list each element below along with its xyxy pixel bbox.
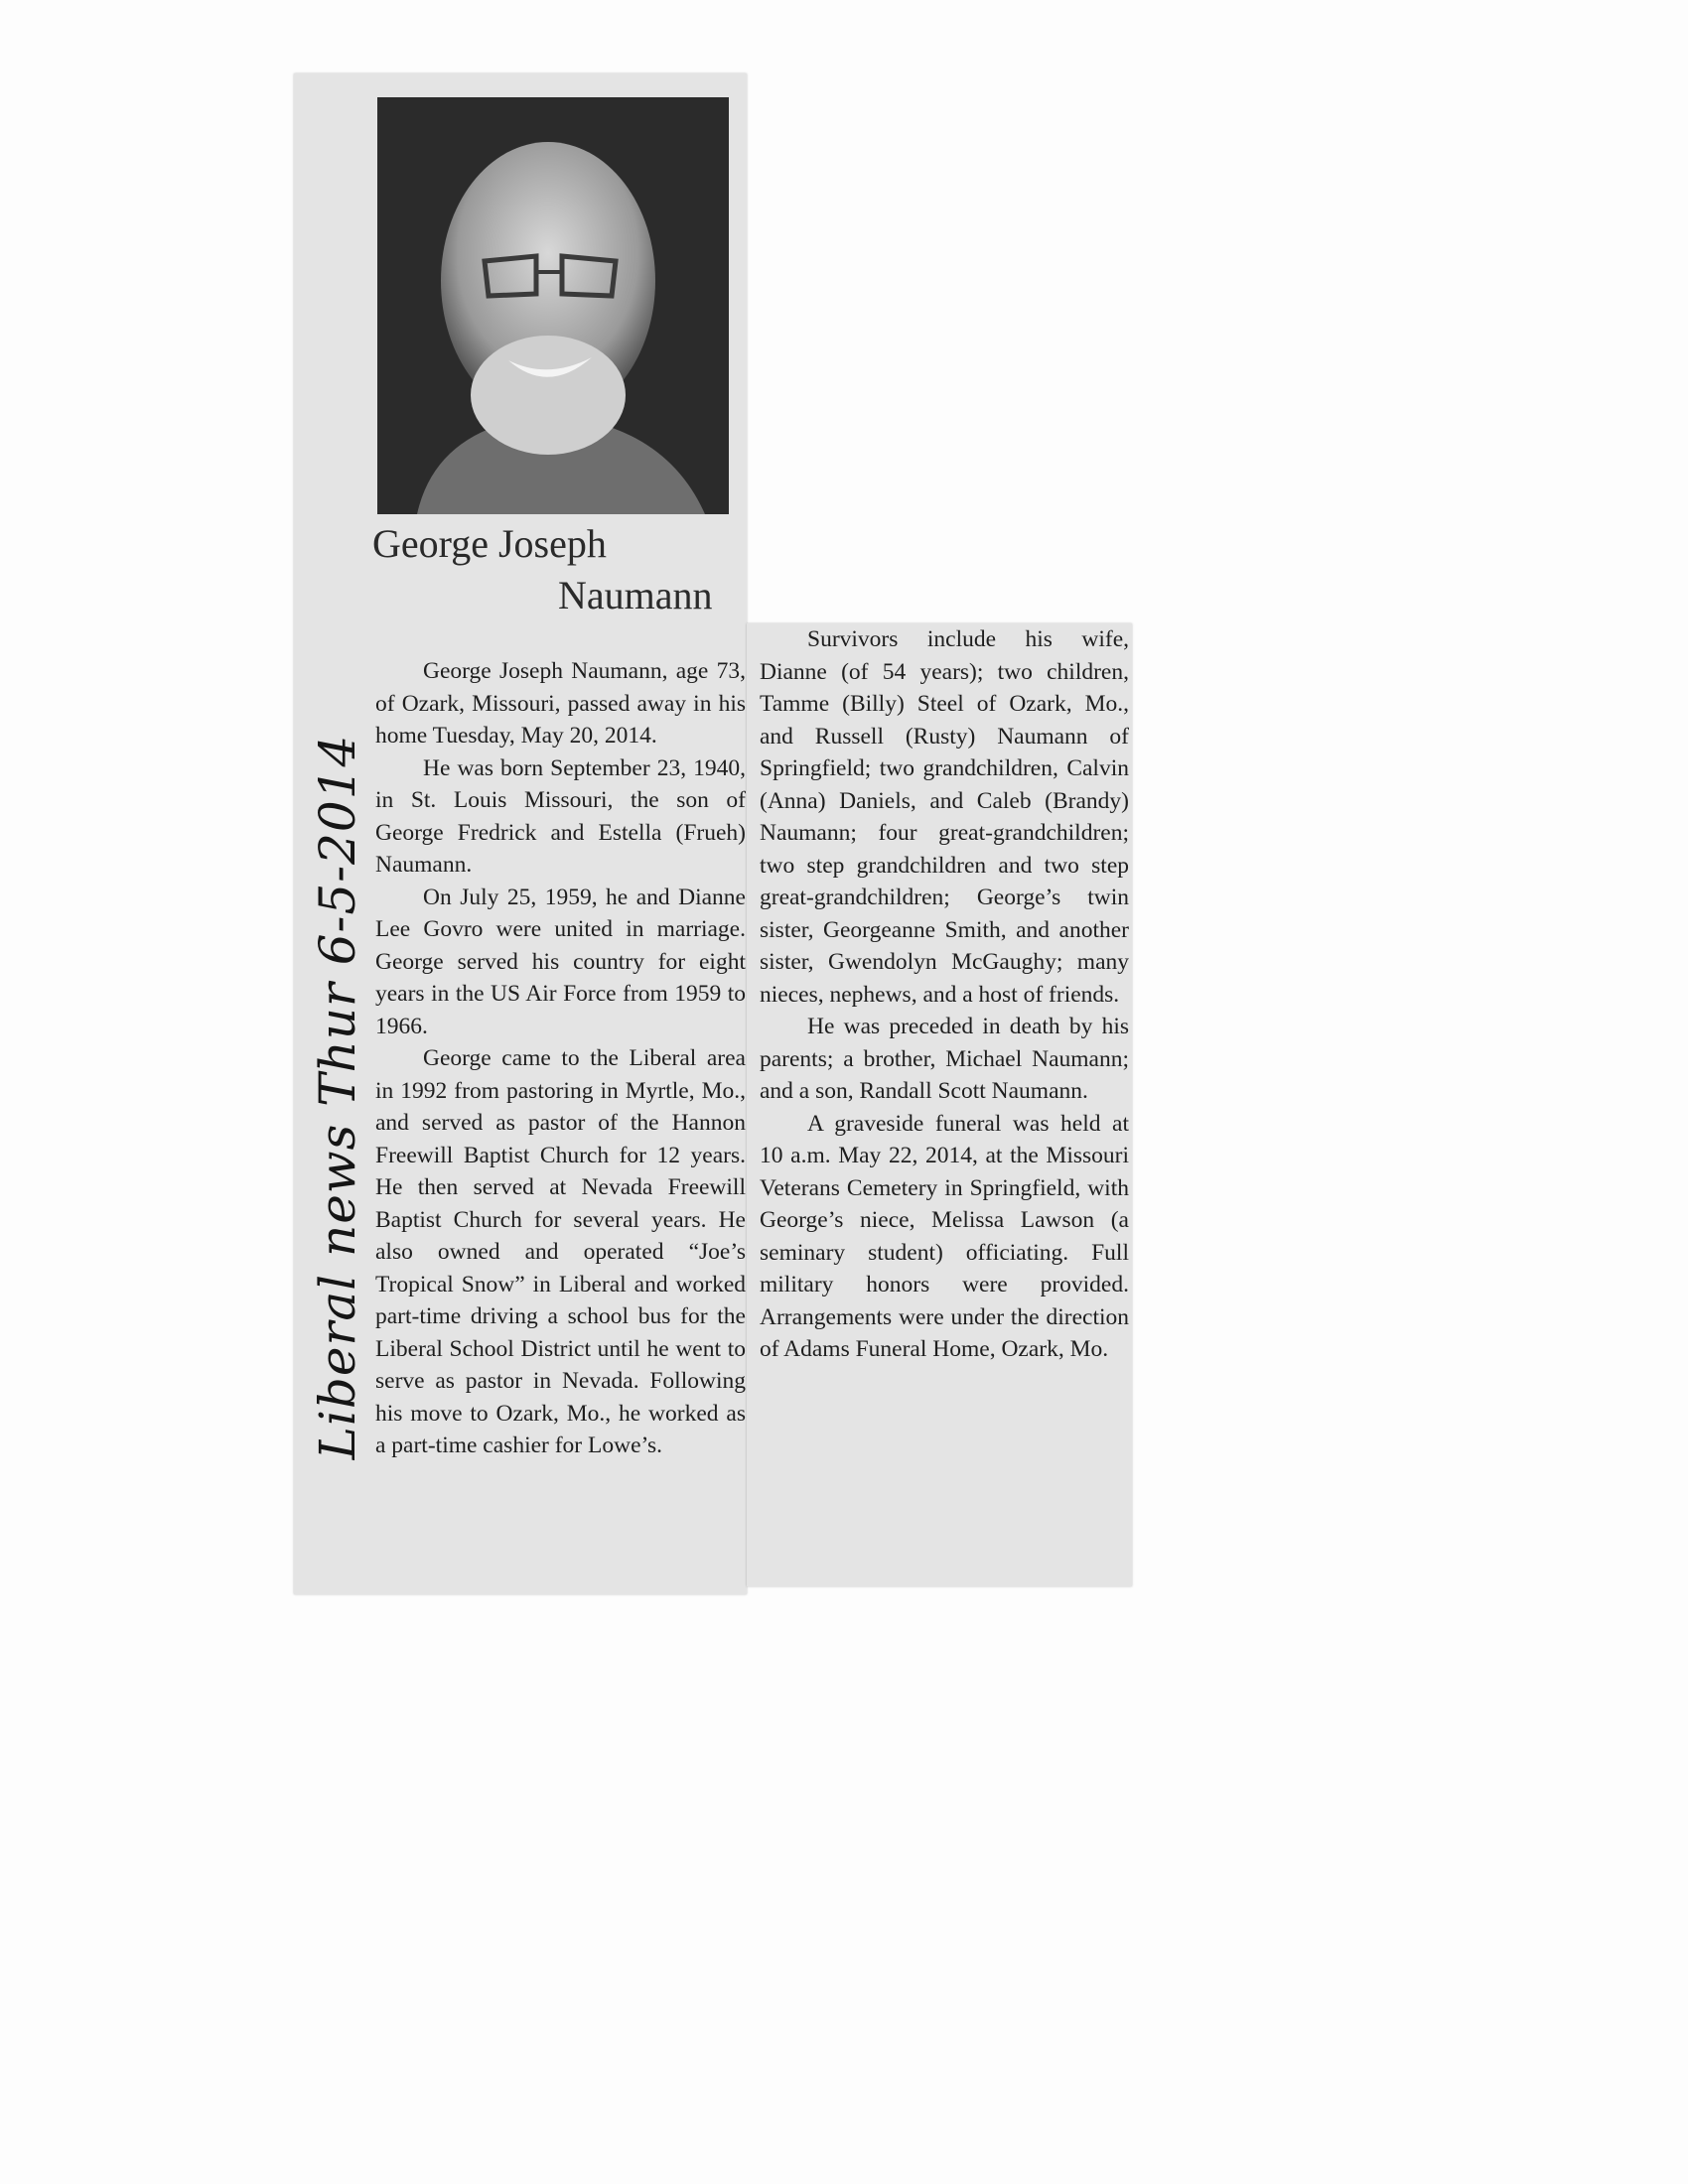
paragraph: He was born September 23, 1940, in St. Louis Missouri, the son of George Fredrick and Estella (Frueh) Naumann. (375, 754, 746, 878)
paragraph: A graveside funeral was held at 10 a.m. May 22, 2014, at the Missouri Veterans Cemetery in Springfield, with George’s niece, Melissa Lawson (a seminary student) officiating. Full military honors were provided. Arrangements were under the direction of Adams Funeral Home, Ozark, Mo. (760, 1110, 1129, 1362)
handwritten-date-note: Liberal news Thur 6-5-2014 (309, 734, 366, 1460)
paragraph: He was preceded in death by his parents; a brother, Michael Naumann; and a son, Randall Scott Naumann. (760, 1014, 1129, 1104)
obituary-name-last: Naumann (558, 573, 713, 617)
portrait-photo (377, 97, 729, 514)
article-right-column (760, 623, 1129, 1366)
paragraph: Survivors include his wife, Dianne (of 54 years); two children, Tamme (Billy) Steel of Ozark, Mo., and Russell (Rusty) Naumann of Springfield; two grandchildren, Calvin (Anna) Daniels, and Caleb (Brandy) Naumann; four great-grandchildren; two step grandchildren and two step great-grandchildren; George’s twin sister, Georgeanne Smith, and another sister, Gwendolyn McGaughy; many nieces, nephews, and a host of friends. (760, 626, 1129, 1008)
paragraph: George came to the Liberal area in 1992 from pastoring in Myrtle, Mo., and served as pastor of the Hannon Freewill Baptist Church for 12 years. He then served at Nevada Freewill Baptist Church for several years. He also owned and operated “Joe’s Tropical Snow” in Liberal and worked part-time driving a school bus for the Liberal School District until he went to serve as pastor in Nevada. Following his move to Ozark, Mo., he worked as a part-time cashier for Lowe’s. (375, 1045, 746, 1458)
obituary-name-first: George Joseph (372, 521, 607, 566)
paragraph: On July 25, 1959, he and Dianne Lee Govro were united in marriage. George served his country for eight years in the US Air Force from 1959 to 1966. (375, 884, 746, 1039)
article-left-column (375, 655, 746, 1462)
paragraph: George Joseph Naumann, age 73, of Ozark, Missouri, passed away in his home Tuesday, May 20, 2014. (375, 658, 746, 749)
